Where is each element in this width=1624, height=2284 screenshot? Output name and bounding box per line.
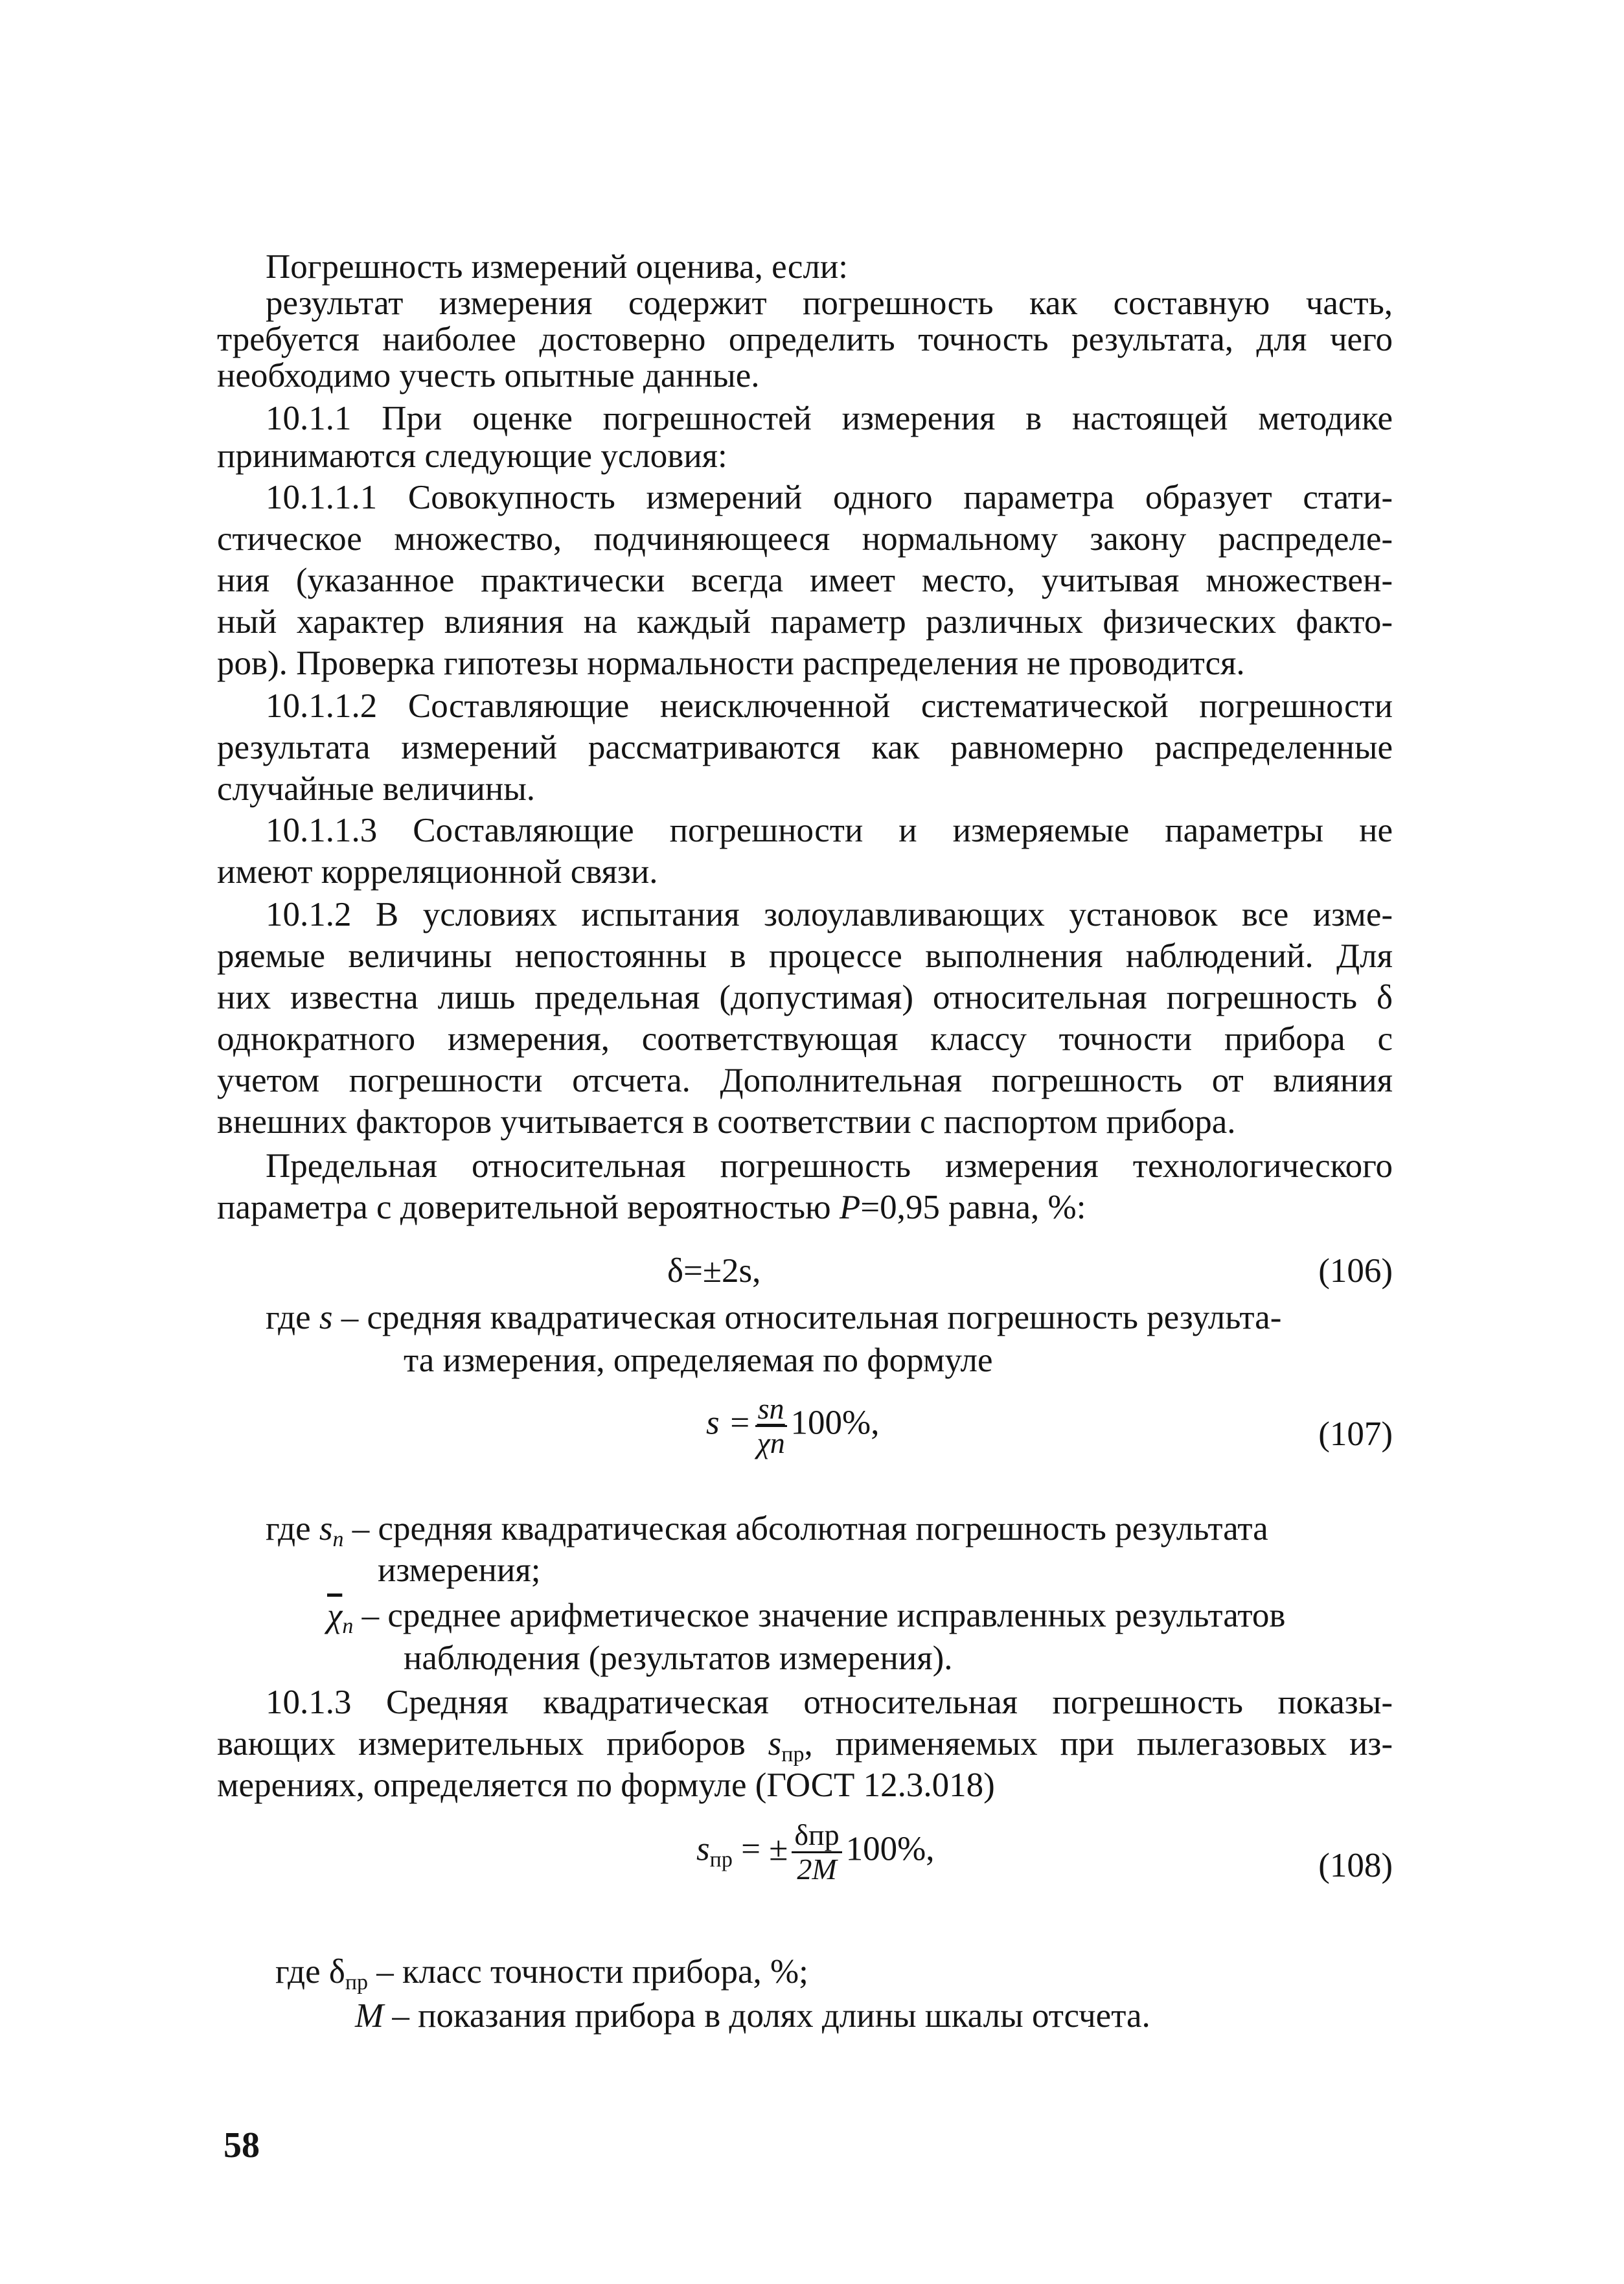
text-span: где — [275, 1953, 329, 1991]
text-span: – средняя квадратическая абсолютная погрешность результата — [343, 1510, 1268, 1547]
text-line: 10.1.1.1 Совокупность измерений одного параметра образует стати- — [266, 479, 1393, 516]
text-line: однократного измерения, соответствующая классу точности прибора с — [217, 1020, 1393, 1058]
text-span: – средняя квадратическая относительная погрешность результа- — [332, 1299, 1282, 1336]
text-span: вающих измерительных приборов — [217, 1725, 768, 1763]
text-line: та измерения, определяемая по формуле — [404, 1342, 993, 1379]
text-line: стическое множество, подчиняющееся нормальному закону распределе- — [217, 520, 1393, 558]
text-span: – показания прибора в долях длины шкалы отсчета. — [383, 1997, 1150, 2035]
text-line: измерения; — [378, 1551, 541, 1589]
equation-rhs: 100%, — [845, 1830, 935, 1868]
subscript: пр — [345, 1970, 369, 1994]
equation-number: (107) — [1318, 1415, 1393, 1453]
equation-lhs: s = — [706, 1404, 751, 1442]
text-span: – класс точности прибора, %; — [368, 1953, 808, 1991]
text-line: ряемые величины непостоянны в процессе выполнения наблюдений. Для — [217, 937, 1393, 975]
text-line — [266, 1297, 1393, 1338]
subscript: пр — [709, 1847, 733, 1872]
text-line: 10.1.1.3 Составляющие погрешности и измеряемые параметры не — [266, 812, 1393, 849]
text-line: 10.1.1.2 Составляющие неисключенной систематической погрешности — [266, 687, 1393, 725]
equation-rhs: 100%, — [790, 1404, 880, 1442]
text-line — [266, 1508, 1393, 1549]
text-line: них известна лишь предельная (допустимая) относительная погрешность δ — [217, 979, 1393, 1016]
text-line — [275, 1951, 1377, 1993]
equation-number: (108) — [1318, 1847, 1393, 1884]
subscript: n — [332, 1527, 344, 1551]
fraction-denominator: χn — [757, 1426, 785, 1459]
text-line — [217, 1723, 1393, 1764]
text-line: имеют корреляционной связи. — [217, 853, 658, 891]
text-line: необходимо учесть опытные данные. — [217, 357, 760, 394]
text-line: случайные величины. — [217, 770, 536, 808]
text-line: 10.1.3 Средняя квадратическая относительная погрешность показы- — [266, 1684, 1393, 1721]
subscript: пр — [781, 1742, 805, 1766]
text-line: Предельная относительная погрешность измерения технологического — [266, 1147, 1393, 1185]
text-line: требуется наиболее достоверно определить точность результата, для чего — [217, 321, 1393, 358]
text-line: 10.1.2 В условиях испытания золоулавливающих установок все изме- — [266, 896, 1393, 933]
text-line: принимаются следующие условия: — [217, 437, 727, 475]
text-line: наблюдения (результатов измерения). — [404, 1639, 953, 1677]
equation-number: (106) — [1318, 1252, 1393, 1290]
equation-operator: = ± — [732, 1830, 788, 1868]
fraction-numerator: sn — [755, 1393, 787, 1427]
text-span: где — [266, 1299, 319, 1336]
fraction-denominator: 2M — [797, 1853, 837, 1886]
italic-symbol: P — [839, 1189, 861, 1226]
text-line: ния (указанное практически всегда имеет место, учитывая множествен- — [217, 562, 1393, 599]
symbol: δ — [328, 1953, 345, 1991]
text-span: параметра с доверительной вероятностью — [217, 1189, 840, 1226]
fraction — [792, 1819, 841, 1886]
equation-108 — [696, 1819, 935, 1916]
text-span: =0,95 равна, %: — [860, 1189, 1086, 1226]
italic-symbol: s — [319, 1299, 333, 1336]
equation-106: δ=±2s, — [667, 1252, 761, 1290]
fraction-numerator: δпр — [792, 1819, 841, 1853]
text-line: мерениях, определяется по формуле (ГОСТ 12.3.018) — [217, 1766, 995, 1804]
text-line: результата измерений рассматриваются как равномерно распределенные — [217, 729, 1393, 766]
text-line: ров). Проверка гипотезы нормальности распределения не проводится. — [217, 645, 1245, 682]
equation-lhs: s — [696, 1830, 710, 1868]
text-span: – среднее арифметическое значение исправленных результатов — [353, 1597, 1286, 1634]
text-line: 10.1.1 При оценке погрешностей измерения в настоящей методике — [266, 400, 1393, 437]
italic-symbol: $\overline{\chi}$ — [327, 1597, 343, 1634]
text-line: результат измерения содержит погрешность как составную часть, — [266, 284, 1393, 322]
italic-symbol: s — [768, 1725, 782, 1763]
italic-symbol: s — [319, 1510, 333, 1547]
text-line: Погрешность измерений оценива, если: — [266, 248, 848, 286]
equation-107 — [706, 1393, 879, 1490]
text-line: учетом погрешности отсчета. Дополнительная погрешность от влияния — [217, 1062, 1393, 1099]
text-span: где — [266, 1510, 319, 1547]
page-number: 58 — [223, 2125, 260, 2165]
italic-symbol: M — [355, 1997, 384, 2035]
fraction — [755, 1393, 787, 1459]
text-line — [217, 1187, 1393, 1228]
text-line: ный характер влияния на каждый параметр различных физических факто- — [217, 603, 1393, 641]
text-line — [355, 1995, 1391, 2037]
text-line: внешних факторов учитывается в соответствии с паспортом прибора. — [217, 1103, 1236, 1141]
text-line — [327, 1595, 1393, 1636]
subscript: n — [342, 1614, 354, 1638]
text-span: , применяемых при пылегазовых из- — [804, 1725, 1393, 1763]
